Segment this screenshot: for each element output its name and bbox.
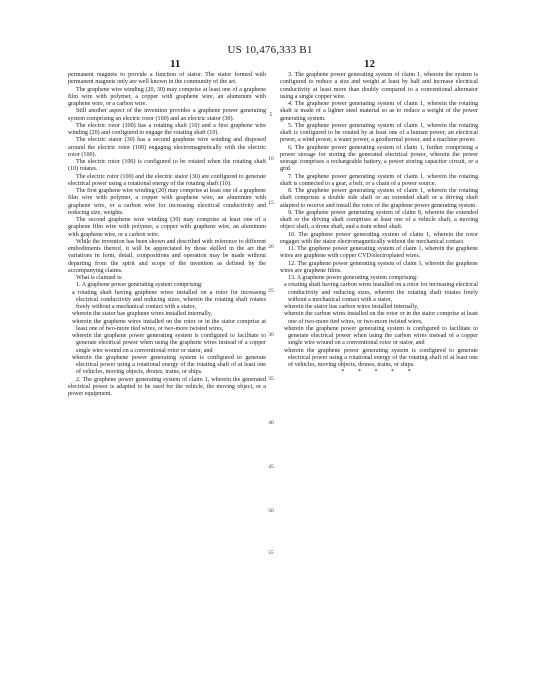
line-number: 10 [268, 156, 274, 162]
claim-element: wherein the graphene power generating system is configured to facilitate to generate electrical power when using the graphene wires instead of a copper single wire wound on a conventional rotor or stator, and [72, 333, 266, 354]
paragraph: The first graphene wire winding (20) may comprise at least one of a graphene film wire with polymer, a copper with graphene wire, an aluminum with graphene wire, or a carbon wire for increasing electrical conductivity and reducing size, weights. [68, 188, 266, 216]
claim-3: 3. The graphene power generating system of claim 1, wherein the system is configured to reduce a size and weight at least by half and increase electrical conductivity at least more than doubly compared to a conventional alternator using a single copper wire. [280, 72, 478, 100]
claim-7: 7. The graphene power generating system of claim 1, wherein the rotating shaft is connected to a gear, a belt, or a chain of a power source. [280, 173, 478, 187]
paragraph: The graphene wire winding (20, 30) may comprise at least one of a graphene film wire with polymer, a copper with graphene wire, an aluminum with graphene wire, or a carbon wire. [68, 86, 266, 107]
paragraph: Still another aspect of the invention provides a graphene power generating system comprising an electric rotor (100) and an electric stator (30). [68, 108, 266, 122]
claim-element: wherein the graphene power generating system is configured to facilitate to generate electrical power when using the carbon wires instead of a copper single wire wound on a conventional rotor or stator, and [284, 325, 478, 347]
line-number: 20 [268, 244, 274, 250]
claim-element: a rotating shaft having graphene wires installed on a rotor for increasing electrical conductivity and reducing sizes, wherein the rotating shaft rotates freely without a mechanical contact with a stator, [72, 289, 266, 310]
claim-element: wherein the stator has carbon wires installed internally, [284, 304, 419, 310]
line-number: 40 [268, 420, 274, 426]
claim-5: 5. The graphene power generating system of claim 1, wherein the rotating shaft is configured to be rotated by at least one of a human power, an electrical power, a wind power, a water power, a geothermal power, and a machine power. [280, 122, 478, 144]
line-number: 45 [268, 464, 274, 470]
claim-element: a rotating shaft having carbon wires installed on a rotor for increasing electrical conductivity and reducing sizes, wherein the rotating shaft rotates freely without a mechanical contact with a stator, [284, 282, 478, 303]
claim-element: wherein the graphene wires installed on the rotor or in the stator comprise at least one of two-more tied wires, or two-more twisted wires, [72, 318, 266, 332]
claim-13-intro: 13. A graphene power generating system comprising: [288, 275, 418, 281]
claim-element: wherein the carbon wires installed on the rotor or in the stator comprise at least one of two-more tied wires, or two-more twisted wires, [284, 311, 478, 325]
column-number-left: 11 [170, 58, 181, 70]
column-number-right: 12 [364, 58, 375, 70]
claim-8: 8. The graphene power generating system of claim 1, wherein the rotating shaft comprises a double side shaft or an extended shaft or a driving shaft adapted to receive and install the rotor of the graphene power generating system. [280, 188, 478, 209]
line-number: 15 [268, 200, 274, 206]
claims-heading: What is claimed is: [76, 275, 123, 281]
paragraph: The electric rotor (100) is configured to be rotated when the rotating shaft (10) rotates. [68, 159, 266, 173]
claim-11: 11. The graphene power generating system of claim 1, wherein the graphene wires are graphene with copper CVD/electroplated wires. [280, 246, 478, 260]
line-number: 5 [269, 112, 273, 118]
paragraph: The second graphene wire winding (30) may comprise at least one of a graphene film wire with polymer, a copper with graphene wire, an aluminum with graphene wire, or a carbon wire. [68, 217, 266, 238]
claim-10: 10. The graphene power generating system of claim 1, wherein the rotor engages with the stator electromagnetically without the mechanical contact. [280, 231, 478, 245]
claim-9: 9. The graphene power generating system of claim 8, wherein the extended shaft or the driving shaft comprises at least one of a vehicle shaft, a moving object shaft, a drone shaft, and a train wheel shaft. [280, 209, 478, 231]
right-column [280, 72, 478, 377]
claim-element: wherein the graphene power generating system is configured to generate electrical power using a rotational energy of the rotating shaft of at least one of vehicles, moving objects, drones, trains, or ships. [284, 347, 478, 368]
paragraph: The electric stator (30) has a second graphene wire winding and disposed around the electric rotor (100) engaging electromagnetically with the electric rotor (100). [68, 137, 266, 158]
paragraph: The electric rotor (100) and the electric stator (30) are configured to generate electrical power using a rotational energy of the rotating shaft (10). [68, 173, 266, 187]
line-number: 30 [268, 332, 274, 338]
patent-number: US 10,476,333 B1 [227, 44, 313, 56]
line-number: 50 [268, 508, 274, 514]
paragraph: The electric rotor (100) has a rotating shaft (10) and a first graphene wire winding (20) and configured to engage the rotating shaft (10). [68, 122, 266, 136]
paragraph: permanent magnets to provide a function of stator. The stator formed with permanent magnets only are well known in the community of the art. [68, 72, 266, 86]
claim-6: 6. The graphene power generating system of claim 1, further comprising a power storage for storing the generated electrical power, wherein the power storage comprises a rechargeable battery, a power storing capacitor circuit, or a grid. [280, 144, 478, 173]
claim-2: 2. The graphene power generating system of claim 1, wherein the generated electrical power is adapted to be used for the vehicle, the moving object, or a power equipment. [68, 376, 266, 397]
end-marks: * * * * * [341, 369, 417, 376]
left-column [68, 72, 266, 398]
line-number: 55 [268, 550, 274, 556]
claim-4: 4. The graphene power generating system of claim 1, wherein the rotating shaft is made of a lighter steel material so as to reduce a weight of the power generating system. [280, 101, 478, 122]
line-number: 35 [268, 376, 274, 382]
claim-element: wherein the graphene power generating system is configured to generate electrical power using a rotational energy of the rotating shaft of at least one of vehicles, moving objects, drones, trains, or ships. [72, 354, 266, 376]
claim-element: wherein the stator has graphene wires installed internally, [72, 311, 213, 318]
claim-1-intro: 1. A graphene power generating system comprising: [76, 282, 203, 289]
line-number: 25 [268, 288, 274, 294]
claim-12: 12. The graphene power generating system of claim 1, wherein the graphene wires are graphene films. [280, 260, 478, 274]
paragraph: While the invention has been shown and described with reference to different embodiments thereof, it will be appreciated by those skilled in the art that variations in form, detail, compositions and operation may be made without departing from the spirit and scope of the invention as defined by the accompanying claims. [68, 238, 266, 274]
